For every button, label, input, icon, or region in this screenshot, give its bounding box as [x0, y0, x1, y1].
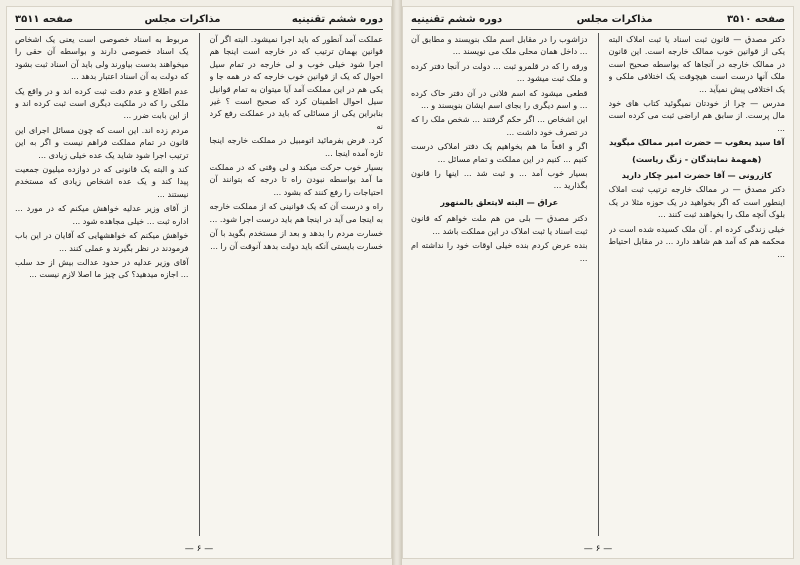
paragraph: کرد. قرض بفرمائید اتومبیل در مملکت خارجه اینجا تازه آمده اینجا ... [209, 135, 383, 158]
left-page-footer: — ۶ — [184, 544, 214, 554]
paragraph: راه و درست آن که یک قوانینی که از مملکت خارجه به اینجا می آید در اینجا هم باید درست اجرا شود. ... [209, 201, 383, 224]
paragraph: عدم اطلاع و عدم دقت ثبت کرده اند و در واقع یک ملکی را که در ملکیت دیگری است ثبت کرده اند و از این بابت ضرر ... [15, 85, 189, 121]
column-divider [199, 33, 200, 536]
paragraph: دکتر مصدق — در ممالک خارجه ترتیب ثبت املاک اینطور است که اگر بخواهید در یک حوزه مثلا در یک بلوک آنچه ملک را بخواهند ثبت کنند ... [608, 184, 785, 220]
paragraph: ورقه را که در قلمرو ثبت ... دولت در آنجا دفتر کرده و ملک ثبت میشود ... [411, 60, 588, 84]
paragraph: بسیار خوب حرکت میکند و لی وقتی که در مملکت ما آمد بواسطه نبودن راه تا درجه که بتوانند آن احتیاجات را رفع کنند که بشود ... [209, 162, 383, 197]
right-session-title: مذاکرات مجلس [576, 13, 653, 25]
paragraph: مدرس — چرا از خودتان نمیگوئید کتاب های خود مال پرست. از سابق هم اراضی ثبت می کرده است ... [608, 98, 785, 133]
right-page-columns [411, 33, 785, 536]
right-page-footer: — ۶ — [583, 544, 613, 554]
left-session-title: مذاکرات مجلس [144, 13, 221, 25]
paragraph: دکتر مصدق — بلی من هم ملت خواهم که قانون ثبت اسناد یا ثبت املاک در این مملکت باشد ... [411, 213, 588, 236]
right-page-column-right [609, 33, 786, 536]
book-gutter [392, 0, 402, 565]
paragraph: خواهش میکنم که خواهشهایی که آقایان در این باب فرمودند در نظر بگیرند و عملی کنند ... [15, 230, 189, 253]
paragraph: این اشخاص ... اگر حکم گرفتند ... شخص ملک را که در تصرف خود داشت ... [411, 114, 588, 137]
paragraph: خسارت مردم را بدهد و بعد از مستخدم بگوید با آن خسارت بایستی آنکه باید دولت بدهد آنوقت آن را ... [209, 228, 383, 251]
left-term-title: دوره ششم تقنینیه [291, 13, 383, 25]
paragraph: دزاشوب را در مقابل اسم ملک بنویسند و مطابق آن ... داخل همان محلی ملک می نویسند ... [411, 34, 588, 57]
speaker-heading: آقا سید یعقوب — حضرت امیر ممالک میگوید [609, 137, 785, 148]
paragraph: عملکت آمد آنطور که باید اجرا نمیشود. البته اگر آن قوانین بهمان ترتیب که در خارجه است اینجا هم اجرا شود خیلی خوب و لی خارجه در تمام سیل احوال که یک از قوانین خوب خارجه که در همه جا و یکی هم در این مملکت آمد آیا میتوان به تمام قوانیل سیل احوال اطمینان کرد که صحیح است ؟ غیر بنابراین یکی از مسائلی که باید در عملکت رفع کرد نه [209, 34, 383, 131]
paragraph: بسیار خوب آمد ... و ثبت شد ... اینها را قانون بگذارید ... [411, 168, 588, 191]
section-heading: عراق — البته لایتعلق بالمنهور [440, 196, 559, 207]
right-page-header [411, 11, 785, 27]
left-page-column-left [15, 33, 189, 536]
paragraph: از آقای وزیر عدلیه خواهش میکنم که در مورد ... اداره ثبت ... خیلی مجاهده شود ... [15, 203, 189, 226]
paragraph: بنده عرض کردم بنده خیلی اوقات خود را نداشته ام ... [411, 240, 588, 263]
paragraph: اگر و اقعاً ما هم بخواهیم یک دفتر املاکی درست کنیم ... کنیم در این مملکت و تمام مسائل ... [411, 141, 588, 164]
right-page [402, 6, 794, 559]
header-rule [15, 29, 383, 30]
header-rule [411, 29, 785, 30]
column-divider [598, 33, 599, 536]
speaker-heading: کازرونی — آقا حضرت امیر چکار دارید [621, 170, 772, 181]
right-term-title: دوره ششم تقنینیه [411, 13, 503, 25]
left-page-number: صفحه ۳۵۱۱ [15, 13, 74, 25]
paragraph: کند و البته یک قانونی که در دوازده میلیون جمعیت پیدا کند و یک عده اشخاص زیادی که مستخدم نیستند ... [15, 164, 189, 199]
right-page-column-left [411, 33, 588, 536]
paragraph: خیلی زندگی کرده ام . آن ملک کسیده شده است در محکمه هم که آمد هم شاهد دارد ... در مقابل احتیاط ... [608, 223, 785, 259]
left-page [6, 6, 392, 559]
stage-note: (همهمهٔ نمایندگان - زنگ ریاست) [632, 153, 762, 164]
paragraph: آقای وزیر عدلیه در حدود عدالت بیش از حد سلب ... اجازه میدهید؟ کی چیز ما اصلا لازم نیست ... [15, 256, 189, 280]
paragraph: دکتر مصدق — قانون ثبت اسناد یا ثبت املاک البته یکی از قوانین خوب ممالک خارجه است. این قانون در ممالک خارجه در آنجاها که بواسطه صحیح است ملک آنها درست است هیچوقت یک اختلافی ملکی و یک اختلافی پیش نمیآید ... [608, 34, 785, 94]
paragraph: مردم زده اند. این است که چون مسائل اجرای این قانون در تمام مملکت فراهم نیست و اگر به این ترتیب اجرا شود شاید یک عده خیلی زیادی ... [15, 124, 189, 160]
left-page-header [15, 11, 383, 27]
paragraph: قطعی میشود که اسم فلانی در آن دفتر حاک کرده ... و اسم دیگری را بجای اسم ایشان بنویسند و ... [411, 87, 588, 111]
left-page-columns [15, 33, 383, 536]
paragraph: مربوط به اسناد خصوصی است یعنی یک اشخاص یک اسناد خصوصی دارند و بواسطه آن حقی را میخواهند بدست بیاورند ولی باید آن اسناد ثبت بشود که دولت به آن اسناد اعتبار بدهد ... [15, 34, 189, 82]
right-page-number: صفحه ۳۵۱۰ [726, 13, 785, 25]
left-page-column-right [210, 33, 384, 536]
